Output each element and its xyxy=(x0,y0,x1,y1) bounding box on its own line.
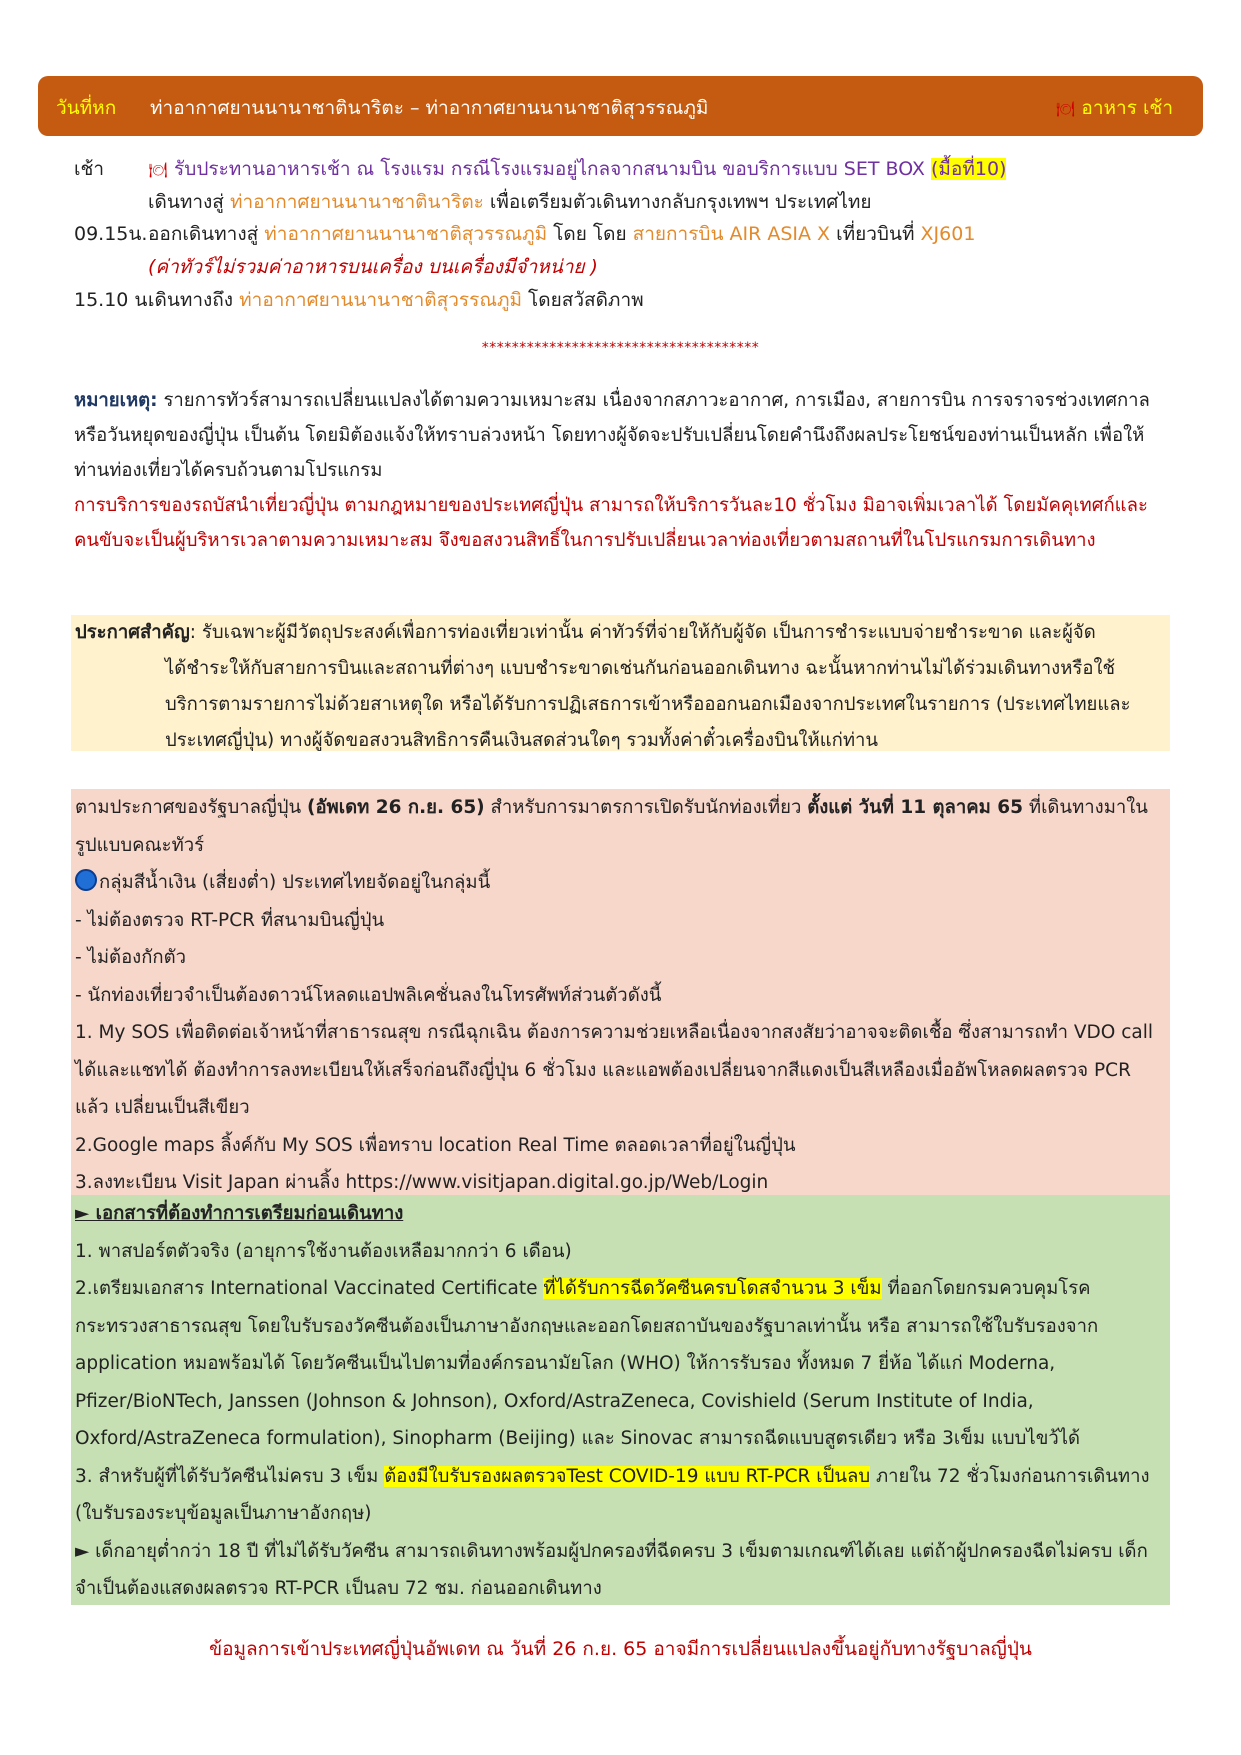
japan-line: - ไม่ต้องตรวจ RT-PCR ที่สนามบินญี่ปุ่น xyxy=(75,909,385,931)
announcement-rest: ได้ชำระให้กับสายการบินและสถานที่ต่างๆ แบบชำระขาดเช่นกันก่อนออกเดินทาง ฉะนั้นหากท่านไม่ได้ร่วมเดินทางหรือใช้บริการตามรายการไม่ด้วยสาเหตุใด หรือได้รับการปฏิเสธการเข้าหรือออกนอกเมืองจากประเทศในรายการ (ประเทศไทยและประเทศญี่ปุ่น) ทางผู้จัดขอสงวนสิทธิการคืนเงินสดส่วนใดๆ รวมทั้งค่าตั๋วเครื่องบินให้แก่ท่าน xyxy=(165,658,1131,751)
documents-item: ► เด็กอายุต่ำกว่า 18 ปี ที่ไม่ได้รับวัคซีน สามารถเดินทางพร้อมผู้ปกครองที่ฉีดครบ 3 เข็มตามเกณฑ์ได้เลย แต่ถ้าผู้ปกครองฉีดไม่ครบ เด็กจำเป็นต้องแสดงผลตรวจ RT-PCR เป็นลบ 72 ชม. ก่อนออกเดินทาง xyxy=(75,1540,1148,1599)
japan-line: 3.ลงทะเบียน Visit Japan ผ่านลิ้ง https://www.visitjapan.digital.go.jp/Web/Login xyxy=(75,1172,769,1193)
schedule-text: เดินทางถึง ท่าอากาศยานนานาชาติสุวรรณภูมิ โดยสวัสดิภาพ xyxy=(148,289,644,311)
schedule-time: 09.15น. xyxy=(74,223,148,245)
announcement-label: ประกาศสำคัญ xyxy=(75,622,190,643)
documents-item: 3. สำหรับผู้ที่ได้รับวัคซีนไม่ครบ 3 เข็ม ต้องมีใบรับรองผลตรวจTest COVID-19 แบบ RT-PCR เป็นลบ ภายใน 72 ชั่วโมงก่อนการเดินทาง (ใบรับรองระบุข้อมูลเป็นภาษาอังกฤษ) xyxy=(75,1465,1150,1524)
documents-box xyxy=(71,1195,1170,1605)
meal-label xyxy=(1055,93,1173,123)
day-route: ท่าอากาศยานนานาชาตินาริตะ – ท่าอากาศยานนานาชาติสุวรรณภูมิ xyxy=(150,97,709,119)
documents-item: 2.เตรียมเอกสาร International Vaccinated Certificate ที่ได้รับการฉีดวัคซีนครบโดสจำนวน 3 เข็ม ที่ออกโดยกรมควบคุมโรค กระทรวงสาธารณสุข โดยใบรับรองวัคซีนต้องเป็นภาษาอังกฤษและออกโดยสถาบันของรัฐบาลเท่านั้น หรือ สามารถใช้ใบรับรองจาก application หมอพร้อมได้ โดยวัคซีนเป็นไปตามที่องค์กรอนามัยโลก (WHO) ให้การรับรอง ทั้งหมด 7 ยี่ห้อ ได้แก่ Moderna, Pfizer/BioNTech, Janssen (Johnson & Johnson), Oxford/AstraZeneca, Covishield (Serum Institute of India, Oxford/AstraZeneca formulation), Sinopharm (Beijing) และ Sinovac สามารถฉีดแบบสูตรเดียว หรือ 3เข็ม แบบไขว้ได้ xyxy=(75,1278,1099,1449)
japan-line: - ไม่ต้องกักตัว xyxy=(75,947,187,968)
blue-circle-icon xyxy=(75,869,97,891)
blue-group-line: กลุ่มสีน้ำเงิน (เสี่ยงต่ำ) ประเทศไทยจัดอยู่ในกลุ่มนี้ xyxy=(75,864,1166,902)
japan-line: - นักท่องเที่ยวจำเป็นต้องดาวน์โหลดแอปพลิเคชั่นลงในโทรศัพท์ส่วนตัวดังนี้ xyxy=(75,984,662,1006)
meal-icon: 🍽 xyxy=(1055,100,1075,118)
meal-icon: 🍽 xyxy=(148,161,168,179)
schedule-time: 15.10 น. xyxy=(74,289,154,311)
japan-line: 1. My SOS เพื่อติดต่อเจ้าหน้าที่สาธารณสุข กรณีฉุกเฉิน ต้องการความช่วยเหลือเนื่องจากสงสัยว่าอาจจะติดเชื้อ ซึ่งสามารถทำ VDO call ได้และแชทได้ ต้องทำการลงทะเบียนให้เสร็จก่อนถึงญี่ปุ่น 6 ชั่วโมง และแอพต้องเปลี่ยนจากสีแดงเป็นสีเหลืองเมื่ออัพโหลดผลตรวจ PCR แล้ว เปลี่ยนเป็นสีเขียว xyxy=(75,1022,1153,1118)
schedule-text: เดินทางสู่ ท่าอากาศยานนานาชาตินาริตะ เพื่อเตรียมตัวเดินทางกลับกรุงเทพฯ ประเทศไทย xyxy=(148,191,872,213)
announcement-box xyxy=(71,615,1170,751)
schedule-time: เช้า xyxy=(74,158,105,180)
documents-title: ► เอกสารที่ต้องทำการเตรียมก่อนเดินทาง xyxy=(75,1203,404,1224)
divider-stars: ************************************* xyxy=(481,340,760,356)
bus-service-note: การบริการของรถบัสนำเที่ยวญี่ปุ่น ตามกฎหมายของประเทศญี่ปุ่น สามารถให้บริการวันละ10 ชั่วโมง มิอาจเพิ่มเวลาได้ โดยมัคคุเทศก์และคนขับจะเป็นผู้บริหารเวลาตามความเหมาะสม จึงขอสงวนสิทธิ์ในการปรับเปลี่ยนเวลาท่องเที่ยวตามสถานที่ในโปรแกรมการเดินทาง xyxy=(74,495,1148,551)
remark-label: หมายเหตุ: xyxy=(74,390,158,411)
announcement-first: ประกาศสำคัญ: รับเฉพาะผู้มีวัตถุประสงค์เพื่อการท่องเที่ยวเท่านั้น ค่าทัวร์ที่จ่ายให้กับผู้จัด เป็นการชำระแบบจ่ายชำระขาด และผู้จัด xyxy=(75,622,1096,643)
day-header-bar xyxy=(38,76,1203,136)
japan-intro: ตามประกาศของรัฐบาลญี่ปุ่น (อัพเดท 26 ก.ย. 65) สำหรับการมาตรการเปิดรับนักท่องเที่ยว ตั้งแต่ วันที่ 11 ตุลาคม 65 ที่เดินทางมาในรูปแบบคณะทัวร์ xyxy=(75,797,1148,856)
remark-text: หมายเหตุ: รายการทัวร์สามารถเปลี่ยนแปลงได้ตามความเหมาะสม เนื่องจากสภาวะอากาศ, การเมือง, สายการบิน การจราจรช่วงเทศกาลหรือวันหยุดของญี่ปุ่น เป็นต้น โดยมิต้องแจ้งให้ทราบล่วงหน้า โดยทางผู้จัดจะปรับเปลี่ยนโดยคำนึงถึงผลประโยชน์ของท่านเป็นหลัก เพื่อให้ท่านท่องเที่ยวได้ครบถ้วนตามโปรแกรม xyxy=(74,390,1150,481)
footer-note: ข้อมูลการเข้าประเทศญี่ปุ่นอัพเดท ณ วันที่ 26 ก.ย. 65 อาจมีการเปลี่ยนแปลงขึ้นอยู่กับทางรัฐบาลญี่ปุ่น xyxy=(209,1638,1032,1660)
japan-entry-box xyxy=(71,789,1170,1195)
meal-text: อาหาร เช้า xyxy=(1081,97,1173,119)
schedule-note: (ค่าทัวร์ไม่รวมค่าอาหารบนเครื่อง บนเครื่องมีจำหน่าย ) xyxy=(148,256,598,278)
schedule-text: ออกเดินทางสู่ ท่าอากาศยานนานาชาติสุวรรณภูมิ โดย โดย สายการบิน AIR ASIA X เที่ยวบินที่ XJ601 xyxy=(148,223,976,245)
remark-block xyxy=(74,383,1168,558)
japan-line: 2.Google maps ลิ้งค์กับ My SOS เพื่อทราบ location Real Time ตลอดเวลาที่อยู่ในญี่ปุ่น xyxy=(75,1134,796,1156)
day-label: วันที่หก xyxy=(56,97,117,119)
documents-item: 1. พาสปอร์ตตัวจริง (อายุการใช้งานต้องเหลือมากกว่า 6 เดือน) xyxy=(75,1240,572,1262)
schedule-text: 🍽 รับประทานอาหารเช้า ณ โรงแรม กรณีโรงแรมอยู่ไกลจากสนามบิน ขอบริการแบบ SET BOX (มื้อที่10) xyxy=(148,153,1006,186)
